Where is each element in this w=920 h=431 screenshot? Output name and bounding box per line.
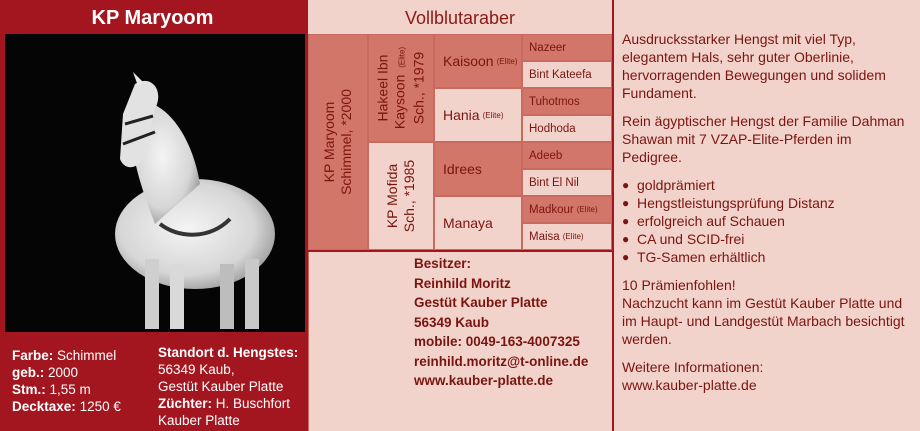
owner-name: Reinhild Moritz — [414, 275, 511, 291]
list-item: ● erfolgreich auf Schauen — [622, 212, 912, 230]
list-item: ● goldprämiert — [622, 176, 912, 194]
location-details — [158, 344, 308, 429]
owner-farm: Gestüt Kauber Platte — [414, 295, 548, 310]
height-row: Stm.: 1,55 m — [12, 382, 91, 397]
location-line2: Gestüt Kauber Platte — [158, 379, 284, 394]
pedigree-great-grandparent: Adeeb — [522, 142, 612, 169]
pedigree-sire: Hakeel Ibn Kaysoon (Elite) Sch., *1979 — [368, 34, 434, 142]
description-para1: Ausdrucksstarker Hengst mit viel Typ, elegantem Hals, sehr guter Oberlinie, hervorragenden Bewegungen und solidem Fundament. — [622, 31, 886, 101]
pedigree-great-grandparent: Tuhotmos — [522, 88, 612, 115]
born-row: geb.: 2000 — [12, 365, 79, 380]
horse-name-title: KP Maryoom — [91, 7, 214, 29]
owner-label: Besitzer: — [414, 256, 472, 271]
fee-row: Decktaxe: 1250 € — [12, 399, 121, 414]
pedigree-great-grandparent: Bint El Nil — [522, 169, 612, 196]
owner-website[interactable]: www.kauber-platte.de — [414, 373, 554, 388]
list-item: ● CA und SCID-frei — [622, 230, 912, 248]
pedigree-subject: KP Maryoom Schimmel, *2000 — [308, 34, 368, 250]
pedigree-grandparent: Kaisoon (Elite) — [434, 34, 522, 88]
list-item: ● Hengstleistungsprüfung Distanz — [622, 194, 912, 212]
pedigree-header: Vollblutaraber — [308, 0, 612, 34]
website-link[interactable]: www.kauber-platte.de — [622, 377, 757, 393]
description-para3: 10 Prämienfohlen! Nachzucht kann im Gestüt Kauber Platte und im Haupt- und Landgestüt Marbach besichtigt werden. — [622, 277, 905, 347]
description-para4: Weitere Informationen: www.kauber-platte.de — [622, 359, 764, 393]
description-panel — [614, 0, 920, 431]
pedigree-grandparent: Manaya — [434, 196, 522, 250]
location-label: Standort d. Hengstes: — [158, 345, 299, 360]
breeder-line2: Kauber Platte — [158, 413, 240, 428]
owner-email[interactable]: reinhild.moritz@t-online.de — [414, 353, 589, 369]
pedigree-dam: KP Mofida Sch., *1985 — [368, 142, 434, 250]
owner-panel — [308, 252, 612, 431]
location-line1: 56349 Kaub, — [158, 362, 235, 377]
pedigree-great-grandparent: Madkour (Elite) — [522, 196, 612, 223]
pedigree-great-grandparent: Nazeer — [522, 34, 612, 61]
feature-list — [622, 176, 912, 266]
horse-photo — [5, 34, 305, 332]
white-horse-image — [5, 34, 305, 332]
owner-city: 56349 Kaub — [414, 314, 490, 330]
list-item: ● TG-Samen erhältlich — [622, 248, 912, 266]
pedigree-great-grandparent: Bint Kateefa — [522, 61, 612, 88]
pedigree-great-grandparent: Hodhoda — [522, 115, 612, 142]
pedigree-great-grandparent: Maisa (Elite) — [522, 223, 612, 250]
owner-mobile: mobile: 0049-163-4007325 — [414, 334, 580, 349]
pedigree-grandparent: Hania (Elite) — [434, 88, 522, 142]
horse-details — [12, 347, 152, 415]
description-para2: Rein ägyptischer Hengst der Familie Dahman Shawan mit 7 VZAP-Elite-Pferden im Pedigree. — [622, 113, 905, 165]
color-row: Farbe: Schimmel — [12, 348, 117, 363]
breeder-row: Züchter: H. Buschfort — [158, 396, 291, 411]
pedigree-grandparent: Idrees — [434, 142, 522, 196]
